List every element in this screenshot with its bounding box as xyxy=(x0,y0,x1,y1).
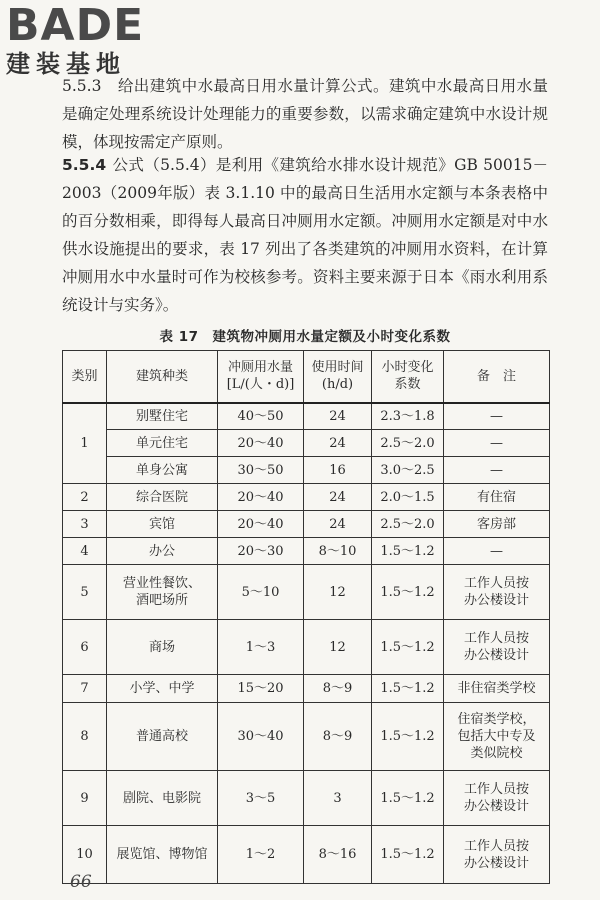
cell-quota: 20～40 xyxy=(218,430,304,457)
col-header-note: 备 注 xyxy=(444,351,550,403)
cell-quota: 20～30 xyxy=(218,538,304,565)
table-row xyxy=(63,771,550,826)
cell-coef: 3.0～2.5 xyxy=(372,457,444,484)
cell-coef: 1.5～1.2 xyxy=(372,620,444,675)
table-row xyxy=(63,620,550,675)
cell-time: 8～16 xyxy=(304,826,372,884)
cell-category: 8 xyxy=(63,703,107,771)
table-row xyxy=(63,511,550,538)
cell-type: 单身公寓 xyxy=(107,457,218,484)
cell-coef: 1.5～1.2 xyxy=(372,703,444,771)
cell-category: 2 xyxy=(63,484,107,511)
cell-quota: 30～40 xyxy=(218,703,304,771)
table-caption: 表 17 建筑物冲厕用水量定额及小时变化系数 xyxy=(159,329,451,345)
cell-quota: 1～3 xyxy=(218,620,304,675)
section-number: 5.5.4 xyxy=(62,156,107,174)
cell-note: — xyxy=(444,538,550,565)
cell-time: 3 xyxy=(304,771,372,826)
cell-time: 12 xyxy=(304,565,372,620)
col-header-quota: 冲厕用水量 [L/(人・d)] xyxy=(218,351,304,403)
cell-category: 3 xyxy=(63,511,107,538)
cell-quota: 40～50 xyxy=(218,403,304,430)
cell-type: 别墅住宅 xyxy=(107,403,218,430)
table-row xyxy=(63,403,550,430)
logo-mark: BADE xyxy=(6,0,145,51)
cell-coef: 1.5～1.2 xyxy=(372,826,444,884)
table-row xyxy=(63,430,550,457)
cell-category: 4 xyxy=(63,538,107,565)
page-number: 66 xyxy=(70,872,92,892)
cell-time: 12 xyxy=(304,620,372,675)
cell-category: 6 xyxy=(63,620,107,675)
cell-category: 5 xyxy=(63,565,107,620)
col-header-coef: 小时变化 系数 xyxy=(372,351,444,403)
cell-type: 办公 xyxy=(107,538,218,565)
cell-coef: 1.5～1.2 xyxy=(372,538,444,565)
cell-note: 住宿类学校， 包括大中专及 类似院校 xyxy=(444,703,550,771)
cell-quota: 1～2 xyxy=(218,826,304,884)
cell-type: 宾馆 xyxy=(107,511,218,538)
cell-category: 7 xyxy=(63,675,107,703)
paragraph-5-5-4 xyxy=(62,151,548,319)
table-row xyxy=(63,484,550,511)
cell-type: 展览馆、博物馆 xyxy=(107,826,218,884)
cell-category: 10 xyxy=(63,826,107,884)
water-quota-table xyxy=(62,350,550,884)
cell-coef: 1.5～1.2 xyxy=(372,771,444,826)
table-row xyxy=(63,457,550,484)
col-header-category: 类别 xyxy=(63,351,107,403)
cell-time: 24 xyxy=(304,484,372,511)
cell-note: 非住宿类学校 xyxy=(444,675,550,703)
cell-note: 有住宿 xyxy=(444,484,550,511)
cell-note: 工作人员按 办公楼设计 xyxy=(444,771,550,826)
cell-quota: 5～10 xyxy=(218,565,304,620)
cell-type: 单元住宅 xyxy=(107,430,218,457)
cell-time: 16 xyxy=(304,457,372,484)
cell-coef: 1.5～1.2 xyxy=(372,565,444,620)
cell-note: 客房部 xyxy=(444,511,550,538)
paragraph-5-5-4-text: 公式（5.5.4）是利用《建筑给水排水设计规范》GB 50015－2003（2009年版）表 3.1.10 中的最高日生活用水定额与本条表格中的百分数相乘，即得每人最高日冲厕用水定额。冲厕用水定额是对中水供水设施提出的要求，表 17 列出了各类建筑的冲厕用水资料，在计算冲厕用水中水量时可作为校核参考。资料主要来源于日本《雨水利用系统设计与实务》。 xyxy=(62,156,548,314)
cell-time: 24 xyxy=(304,403,372,430)
cell-coef: 2.3～1.8 xyxy=(372,403,444,430)
table-row xyxy=(63,703,550,771)
cell-category: 9 xyxy=(63,771,107,826)
cell-quota: 30～50 xyxy=(218,457,304,484)
table-row xyxy=(63,538,550,565)
cell-quota: 20～40 xyxy=(218,484,304,511)
table-row xyxy=(63,675,550,703)
cell-note: — xyxy=(444,430,550,457)
cell-quota: 15～20 xyxy=(218,675,304,703)
bade-logo xyxy=(6,0,145,78)
cell-coef: 1.5～1.2 xyxy=(372,675,444,703)
cell-type: 商场 xyxy=(107,620,218,675)
cell-note: 工作人员按 办公楼设计 xyxy=(444,826,550,884)
cell-time: 24 xyxy=(304,511,372,538)
cell-quota: 3～5 xyxy=(218,771,304,826)
cell-note: — xyxy=(444,457,550,484)
cell-time: 8～10 xyxy=(304,538,372,565)
table-row xyxy=(63,565,550,620)
cell-note: — xyxy=(444,403,550,430)
paragraph-5-5-3 xyxy=(62,72,548,156)
col-header-time: 使用时间 (h/d) xyxy=(304,351,372,403)
cell-coef: 2.0～1.5 xyxy=(372,484,444,511)
logo-subtitle: 建装基地 xyxy=(6,50,126,78)
cell-coef: 2.5～2.0 xyxy=(372,430,444,457)
cell-note: 工作人员按 办公楼设计 xyxy=(444,565,550,620)
paragraph-5-5-3-text: 5.5.3 给出建筑中水最高日用水量计算公式。建筑中水最高日用水量是确定处理系统设计处理能力的重要参数，以需求确定建筑中水设计规模，体现按需定产原则。 xyxy=(62,77,548,151)
table-row xyxy=(63,826,550,884)
cell-time: 8～9 xyxy=(304,703,372,771)
cell-note: 工作人员按 办公楼设计 xyxy=(444,620,550,675)
cell-type: 小学、中学 xyxy=(107,675,218,703)
table-header-row xyxy=(63,351,550,403)
cell-category: 1 xyxy=(63,403,107,484)
cell-quota: 20～40 xyxy=(218,511,304,538)
cell-type: 普通高校 xyxy=(107,703,218,771)
cell-type: 综合医院 xyxy=(107,484,218,511)
cell-type: 营业性餐饮、 酒吧场所 xyxy=(107,565,218,620)
cell-time: 8～9 xyxy=(304,675,372,703)
col-header-type: 建筑种类 xyxy=(107,351,218,403)
cell-time: 24 xyxy=(304,430,372,457)
cell-type: 剧院、电影院 xyxy=(107,771,218,826)
cell-coef: 2.5～2.0 xyxy=(372,511,444,538)
